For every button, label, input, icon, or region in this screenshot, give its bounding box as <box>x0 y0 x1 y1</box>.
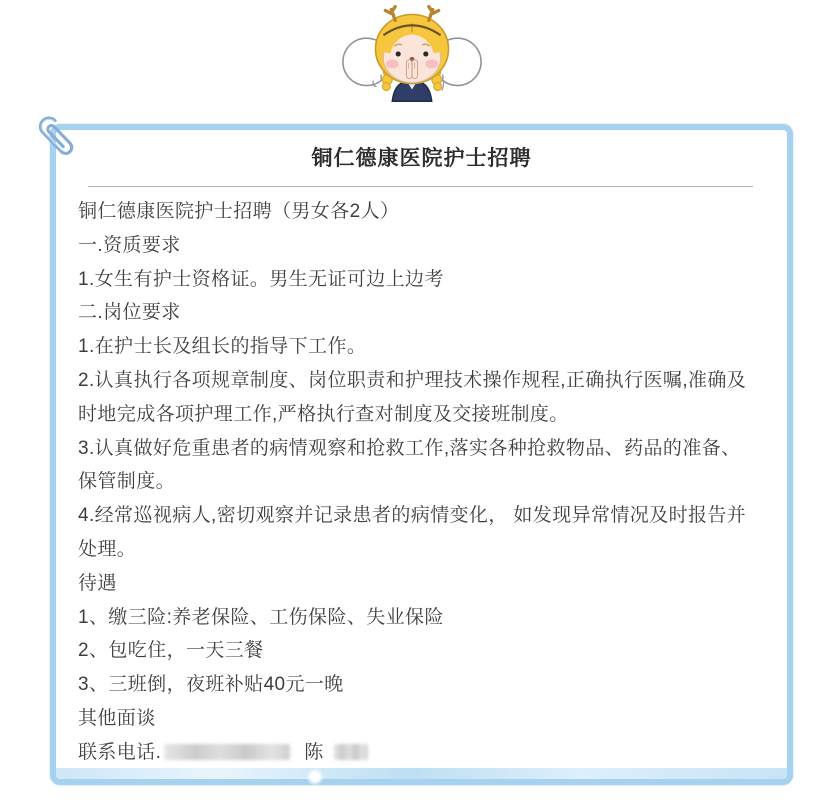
blush-right <box>425 59 438 68</box>
text-row: 1.在护士长及组长的指导下工作。 <box>78 336 367 358</box>
praying-girl-illustration <box>338 2 486 102</box>
redacted-phone <box>164 744 290 760</box>
text-row: 2.认真执行各项规章制度、岗位职责和护理技术操作规程,正确执行医嘱,准确及 <box>78 369 747 391</box>
text-row: 铜仁德康医院护士招聘（男女各2人） <box>78 201 400 222</box>
text-row: 2、包吃住，一天三餐 <box>78 640 264 662</box>
body-text <box>78 195 765 770</box>
antler-left <box>385 7 395 21</box>
text-row: 3、三班倒，夜班补贴40元一晚 <box>78 674 344 696</box>
praying-hands <box>406 60 417 79</box>
text-row: 待遇 <box>78 572 117 594</box>
text-row: 二.岗位要求 <box>78 302 181 324</box>
contact-name: 陈 <box>304 741 324 763</box>
text-row: 一.资质要求 <box>78 234 181 256</box>
contact-label: 联系电话. <box>78 741 162 763</box>
antler-right <box>429 7 439 21</box>
card-bottom-band <box>56 768 787 779</box>
recruitment-card <box>50 124 793 785</box>
text-row: 其他面谈 <box>78 707 156 729</box>
title-divider <box>88 186 753 187</box>
blush-left <box>386 59 399 68</box>
eye-left <box>396 51 401 56</box>
text-row: 处理。 <box>78 538 137 560</box>
eye-right <box>423 51 428 56</box>
text-row: 1.女生有护士资格证。男生无证可边上边考 <box>78 268 444 290</box>
redacted-name <box>334 744 368 760</box>
text-row: 3.认真做好危重患者的病情观察和抢救工作,落实各种抢救物品、药品的准备、 <box>78 437 741 459</box>
text-row: 时地完成各项护理工作,严格执行查对制度及交接班制度。 <box>78 403 569 425</box>
page-title: 铜仁德康医院护士招聘 <box>311 147 532 170</box>
text-row: 保管制度。 <box>78 471 176 493</box>
text-row: 1、缴三险:养老保险、工伤保险、失业保险 <box>78 606 444 628</box>
text-row: 4.经常巡视病人,密切观察并记录患者的病情变化， 如发现异常情况及时报告并 <box>78 505 747 527</box>
contact-row <box>78 736 765 770</box>
